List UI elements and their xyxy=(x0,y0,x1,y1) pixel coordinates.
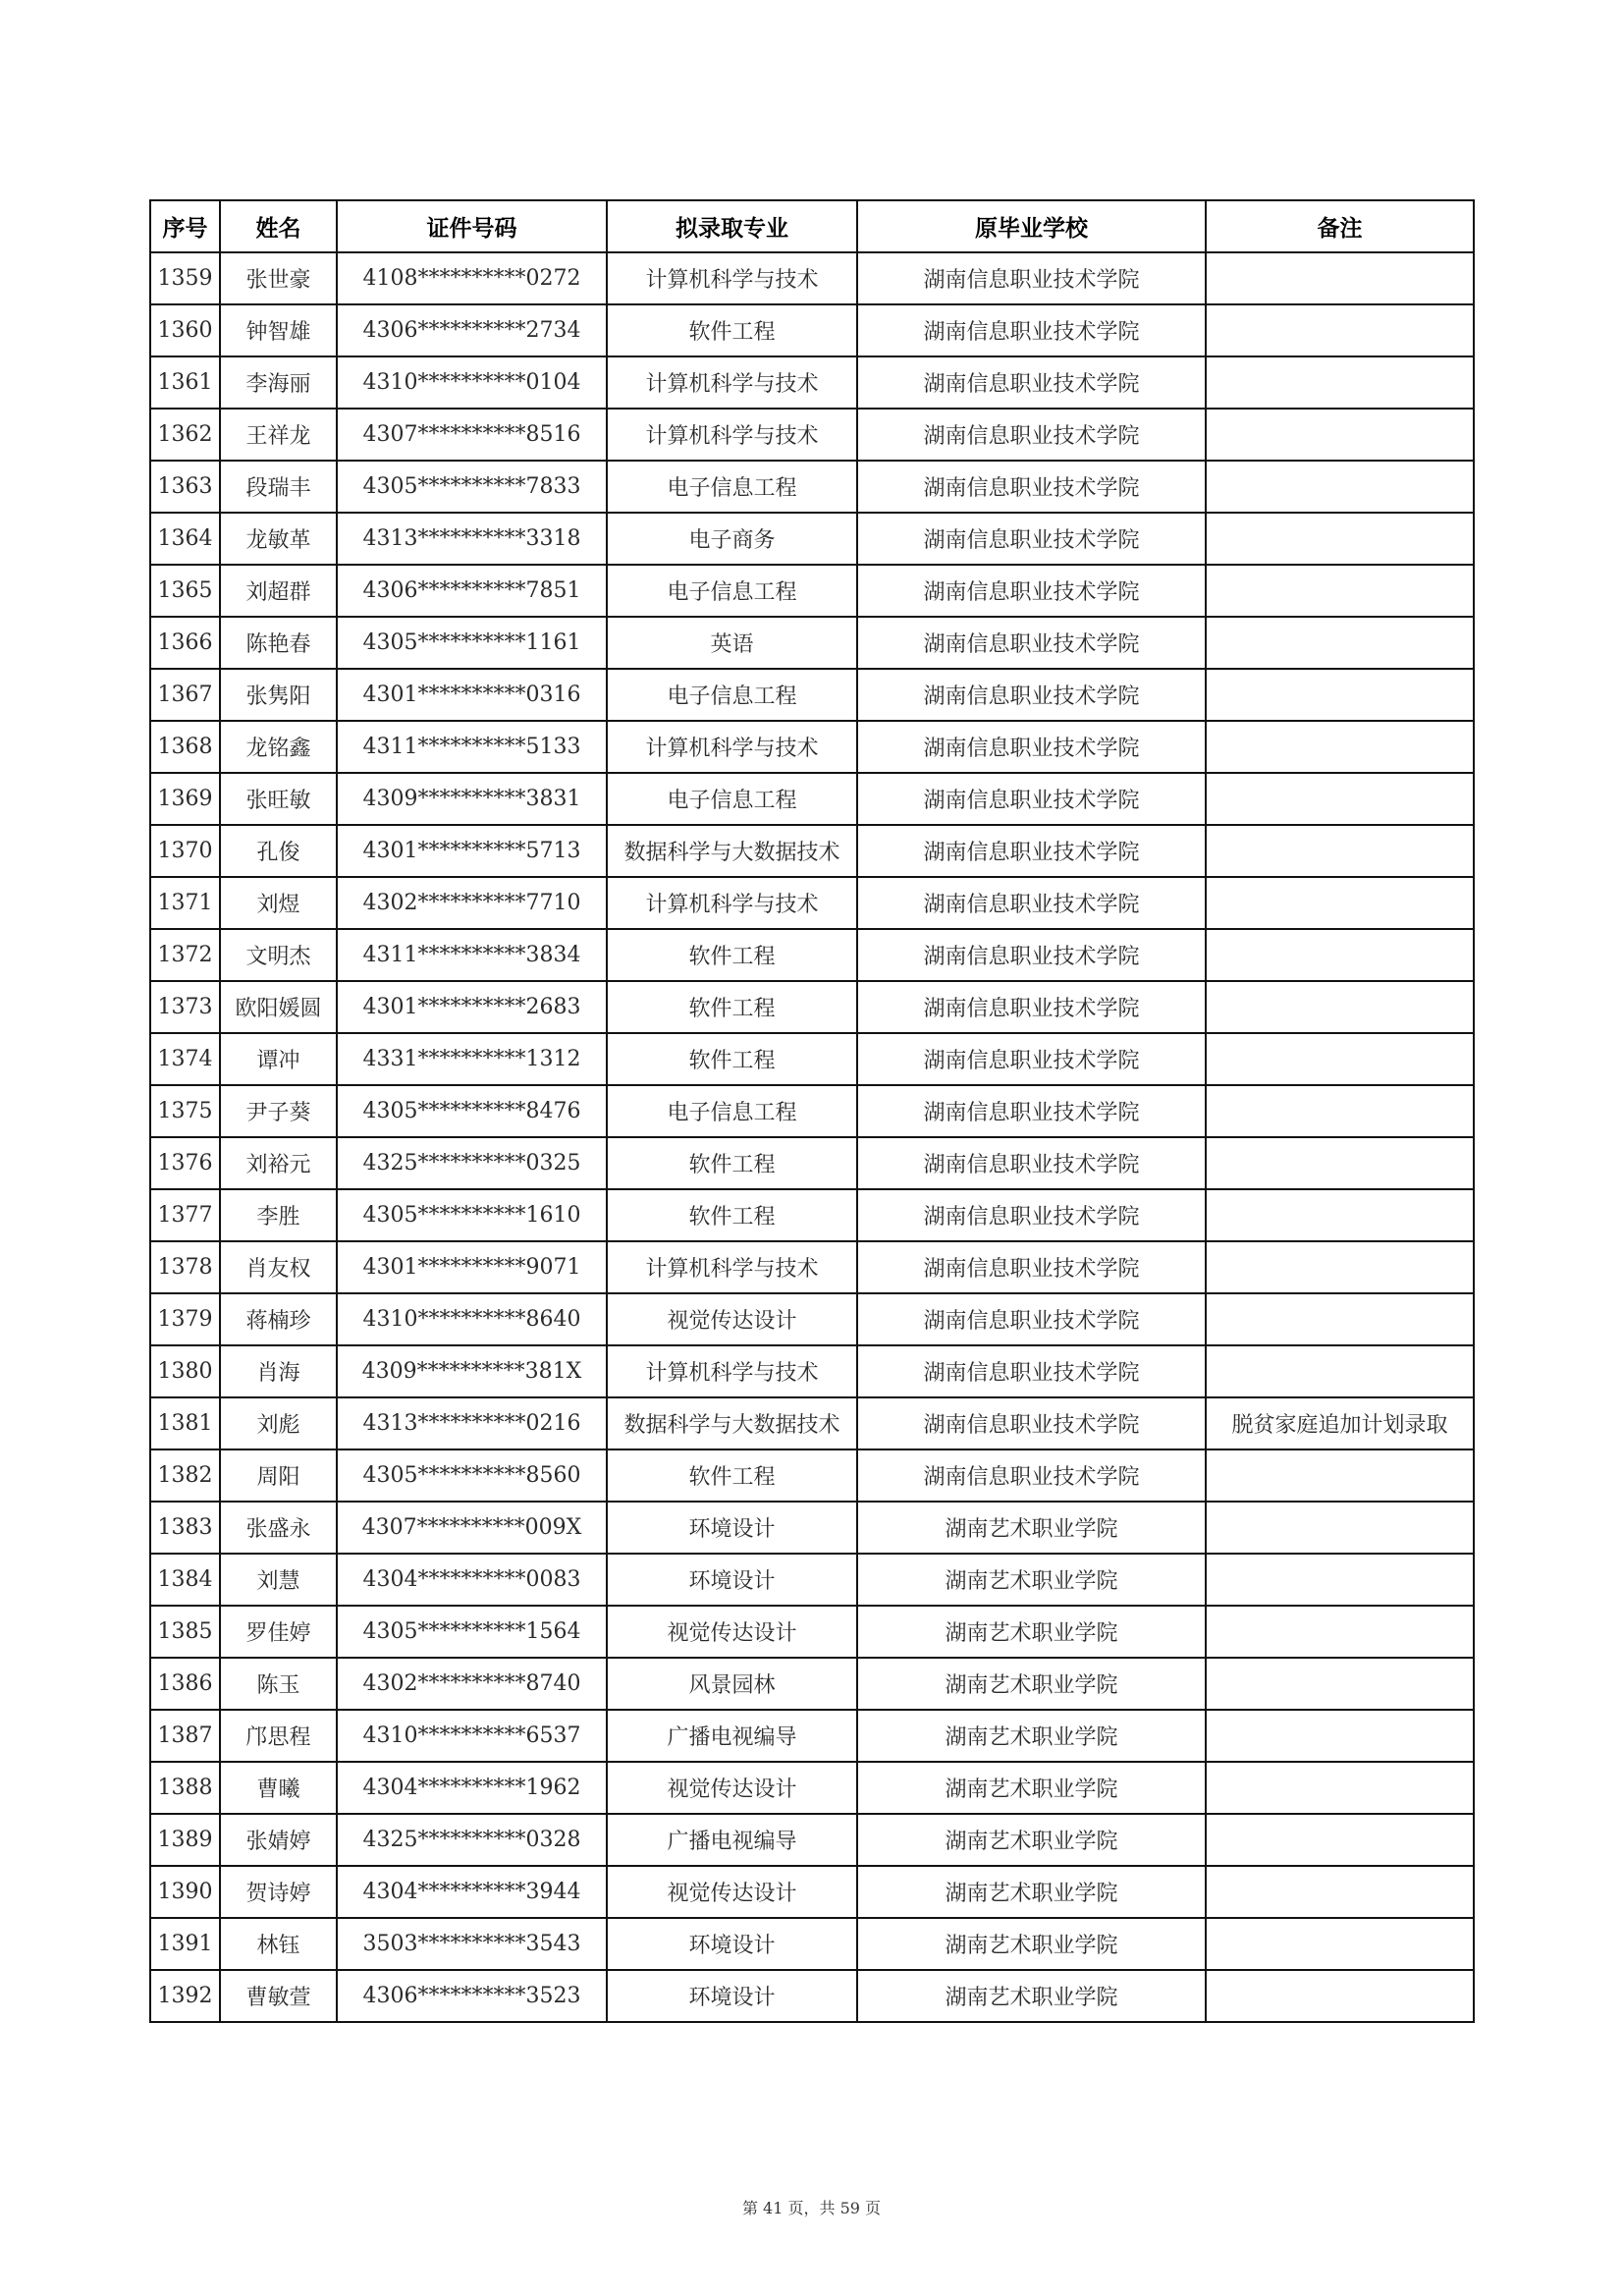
cell-serial: 1385 xyxy=(150,1606,220,1658)
cell-name: 邝思程 xyxy=(220,1710,337,1762)
cell-major: 广播电视编导 xyxy=(607,1814,857,1866)
cell-remarks xyxy=(1206,1918,1474,1970)
table-row xyxy=(150,461,1474,513)
cell-name: 刘超群 xyxy=(220,565,337,617)
cell-major: 环境设计 xyxy=(607,1918,857,1970)
cell-id-number: 4309**********381X xyxy=(337,1345,607,1397)
cell-name: 刘彪 xyxy=(220,1397,337,1449)
cell-id-number: 4306**********7851 xyxy=(337,565,607,617)
cell-name: 李胜 xyxy=(220,1189,337,1241)
cell-name: 肖友权 xyxy=(220,1241,337,1293)
cell-id-number: 3503**********3543 xyxy=(337,1918,607,1970)
cell-remarks xyxy=(1206,1762,1474,1814)
cell-school: 湖南信息职业技术学院 xyxy=(857,929,1206,981)
cell-school: 湖南艺术职业学院 xyxy=(857,1710,1206,1762)
table-row xyxy=(150,1241,1474,1293)
cell-major: 计算机科学与技术 xyxy=(607,721,857,773)
cell-school: 湖南信息职业技术学院 xyxy=(857,461,1206,513)
table-row xyxy=(150,356,1474,409)
table-row xyxy=(150,1449,1474,1502)
cell-id-number: 4305**********1161 xyxy=(337,617,607,669)
header-school: 原毕业学校 xyxy=(857,200,1206,252)
cell-major: 软件工程 xyxy=(607,1137,857,1189)
cell-serial: 1372 xyxy=(150,929,220,981)
cell-name: 钟智雄 xyxy=(220,304,337,356)
cell-name: 林钰 xyxy=(220,1918,337,1970)
cell-id-number: 4311**********5133 xyxy=(337,721,607,773)
cell-id-number: 4304**********3944 xyxy=(337,1866,607,1918)
table-row xyxy=(150,1345,1474,1397)
cell-remarks xyxy=(1206,1293,1474,1345)
cell-school: 湖南艺术职业学院 xyxy=(857,1918,1206,1970)
cell-name: 贺诗婷 xyxy=(220,1866,337,1918)
cell-serial: 1367 xyxy=(150,669,220,721)
cell-id-number: 4305**********8476 xyxy=(337,1085,607,1137)
cell-major: 风景园林 xyxy=(607,1658,857,1710)
cell-name: 张旺敏 xyxy=(220,773,337,825)
cell-school: 湖南信息职业技术学院 xyxy=(857,513,1206,565)
cell-remarks xyxy=(1206,877,1474,929)
table-row xyxy=(150,1606,1474,1658)
cell-id-number: 4305**********1564 xyxy=(337,1606,607,1658)
table-row xyxy=(150,1502,1474,1554)
cell-serial: 1369 xyxy=(150,773,220,825)
cell-major: 英语 xyxy=(607,617,857,669)
cell-name: 曹敏萱 xyxy=(220,1970,337,2022)
cell-major: 视觉传达设计 xyxy=(607,1762,857,1814)
table-row xyxy=(150,513,1474,565)
cell-school: 湖南信息职业技术学院 xyxy=(857,669,1206,721)
table-row xyxy=(150,1085,1474,1137)
cell-name: 欧阳媛圆 xyxy=(220,981,337,1033)
cell-remarks xyxy=(1206,1345,1474,1397)
cell-school: 湖南信息职业技术学院 xyxy=(857,617,1206,669)
cell-id-number: 4313**********3318 xyxy=(337,513,607,565)
cell-major: 电子商务 xyxy=(607,513,857,565)
cell-id-number: 4325**********0325 xyxy=(337,1137,607,1189)
cell-major: 电子信息工程 xyxy=(607,773,857,825)
cell-remarks xyxy=(1206,1710,1474,1762)
table-row xyxy=(150,1762,1474,1814)
table-row xyxy=(150,1918,1474,1970)
cell-serial: 1368 xyxy=(150,721,220,773)
cell-id-number: 4301**********9071 xyxy=(337,1241,607,1293)
table-row xyxy=(150,1293,1474,1345)
cell-major: 软件工程 xyxy=(607,1033,857,1085)
cell-school: 湖南信息职业技术学院 xyxy=(857,1241,1206,1293)
cell-serial: 1392 xyxy=(150,1970,220,2022)
cell-school: 湖南信息职业技术学院 xyxy=(857,1137,1206,1189)
cell-major: 计算机科学与技术 xyxy=(607,356,857,409)
cell-school: 湖南信息职业技术学院 xyxy=(857,409,1206,461)
table-row xyxy=(150,825,1474,877)
cell-id-number: 4305**********1610 xyxy=(337,1189,607,1241)
cell-major: 视觉传达设计 xyxy=(607,1606,857,1658)
cell-remarks xyxy=(1206,981,1474,1033)
page-number: 第 41 页，共 59 页 xyxy=(741,2199,882,2217)
cell-remarks: 脱贫家庭追加计划录取 xyxy=(1206,1397,1474,1449)
cell-id-number: 4307**********8516 xyxy=(337,409,607,461)
cell-remarks xyxy=(1206,1606,1474,1658)
cell-serial: 1384 xyxy=(150,1554,220,1606)
cell-remarks xyxy=(1206,1189,1474,1241)
cell-remarks xyxy=(1206,565,1474,617)
header-name: 姓名 xyxy=(220,200,337,252)
cell-school: 湖南信息职业技术学院 xyxy=(857,304,1206,356)
cell-major: 环境设计 xyxy=(607,1554,857,1606)
cell-remarks xyxy=(1206,1866,1474,1918)
cell-name: 罗佳婷 xyxy=(220,1606,337,1658)
admission-roster-table xyxy=(149,199,1475,2023)
cell-school: 湖南信息职业技术学院 xyxy=(857,773,1206,825)
cell-remarks xyxy=(1206,304,1474,356)
cell-remarks xyxy=(1206,669,1474,721)
cell-id-number: 4313**********0216 xyxy=(337,1397,607,1449)
cell-serial: 1374 xyxy=(150,1033,220,1085)
cell-remarks xyxy=(1206,1814,1474,1866)
cell-id-number: 4311**********3834 xyxy=(337,929,607,981)
table-row xyxy=(150,773,1474,825)
cell-remarks xyxy=(1206,1658,1474,1710)
table-row xyxy=(150,1189,1474,1241)
cell-id-number: 4301**********5713 xyxy=(337,825,607,877)
cell-school: 湖南信息职业技术学院 xyxy=(857,1189,1206,1241)
cell-remarks xyxy=(1206,1137,1474,1189)
cell-school: 湖南艺术职业学院 xyxy=(857,1762,1206,1814)
cell-name: 龙铭鑫 xyxy=(220,721,337,773)
cell-major: 环境设计 xyxy=(607,1970,857,2022)
cell-name: 文明杰 xyxy=(220,929,337,981)
cell-serial: 1371 xyxy=(150,877,220,929)
cell-serial: 1379 xyxy=(150,1293,220,1345)
cell-remarks xyxy=(1206,1970,1474,2022)
cell-remarks xyxy=(1206,409,1474,461)
cell-serial: 1382 xyxy=(150,1449,220,1502)
cell-school: 湖南信息职业技术学院 xyxy=(857,1085,1206,1137)
table-row xyxy=(150,877,1474,929)
cell-school: 湖南信息职业技术学院 xyxy=(857,877,1206,929)
cell-id-number: 4307**********009X xyxy=(337,1502,607,1554)
cell-id-number: 4302**********7710 xyxy=(337,877,607,929)
cell-id-number: 4302**********8740 xyxy=(337,1658,607,1710)
cell-school: 湖南信息职业技术学院 xyxy=(857,1293,1206,1345)
cell-name: 张盛永 xyxy=(220,1502,337,1554)
table-row xyxy=(150,981,1474,1033)
cell-id-number: 4331**********1312 xyxy=(337,1033,607,1085)
cell-id-number: 4304**********1962 xyxy=(337,1762,607,1814)
cell-school: 湖南信息职业技术学院 xyxy=(857,252,1206,304)
cell-major: 计算机科学与技术 xyxy=(607,1241,857,1293)
cell-name: 谭冲 xyxy=(220,1033,337,1085)
cell-name: 龙敏革 xyxy=(220,513,337,565)
cell-remarks xyxy=(1206,1554,1474,1606)
cell-serial: 1380 xyxy=(150,1345,220,1397)
table-row xyxy=(150,565,1474,617)
cell-name: 王祥龙 xyxy=(220,409,337,461)
cell-school: 湖南信息职业技术学院 xyxy=(857,1345,1206,1397)
cell-major: 计算机科学与技术 xyxy=(607,1345,857,1397)
table-row xyxy=(150,304,1474,356)
cell-remarks xyxy=(1206,617,1474,669)
table-row xyxy=(150,1658,1474,1710)
cell-serial: 1378 xyxy=(150,1241,220,1293)
cell-remarks xyxy=(1206,461,1474,513)
cell-serial: 1388 xyxy=(150,1762,220,1814)
cell-major: 计算机科学与技术 xyxy=(607,409,857,461)
cell-name: 陈玉 xyxy=(220,1658,337,1710)
cell-serial: 1376 xyxy=(150,1137,220,1189)
cell-remarks xyxy=(1206,1033,1474,1085)
table-row xyxy=(150,1814,1474,1866)
cell-remarks xyxy=(1206,1502,1474,1554)
cell-major: 环境设计 xyxy=(607,1502,857,1554)
cell-name: 段瑞丰 xyxy=(220,461,337,513)
cell-major: 数据科学与大数据技术 xyxy=(607,1397,857,1449)
cell-major: 电子信息工程 xyxy=(607,669,857,721)
cell-major: 软件工程 xyxy=(607,304,857,356)
cell-id-number: 4108**********0272 xyxy=(337,252,607,304)
table-row xyxy=(150,669,1474,721)
cell-remarks xyxy=(1206,513,1474,565)
cell-major: 视觉传达设计 xyxy=(607,1293,857,1345)
cell-id-number: 4309**********3831 xyxy=(337,773,607,825)
cell-serial: 1375 xyxy=(150,1085,220,1137)
table-row xyxy=(150,1033,1474,1085)
cell-school: 湖南信息职业技术学院 xyxy=(857,565,1206,617)
cell-serial: 1389 xyxy=(150,1814,220,1866)
table-row xyxy=(150,1397,1474,1449)
cell-serial: 1386 xyxy=(150,1658,220,1710)
cell-major: 软件工程 xyxy=(607,929,857,981)
cell-remarks xyxy=(1206,1085,1474,1137)
cell-id-number: 4306**********2734 xyxy=(337,304,607,356)
cell-school: 湖南信息职业技术学院 xyxy=(857,721,1206,773)
cell-serial: 1364 xyxy=(150,513,220,565)
cell-id-number: 4325**********0328 xyxy=(337,1814,607,1866)
cell-id-number: 4306**********3523 xyxy=(337,1970,607,2022)
cell-name: 张隽阳 xyxy=(220,669,337,721)
cell-serial: 1366 xyxy=(150,617,220,669)
cell-school: 湖南信息职业技术学院 xyxy=(857,1449,1206,1502)
cell-major: 电子信息工程 xyxy=(607,565,857,617)
cell-id-number: 4310**********6537 xyxy=(337,1710,607,1762)
cell-serial: 1383 xyxy=(150,1502,220,1554)
table-row xyxy=(150,721,1474,773)
cell-remarks xyxy=(1206,356,1474,409)
cell-id-number: 4310**********0104 xyxy=(337,356,607,409)
cell-id-number: 4304**********0083 xyxy=(337,1554,607,1606)
table-row xyxy=(150,1554,1474,1606)
cell-major: 软件工程 xyxy=(607,1449,857,1502)
cell-school: 湖南艺术职业学院 xyxy=(857,1970,1206,2022)
cell-name: 刘煜 xyxy=(220,877,337,929)
cell-serial: 1381 xyxy=(150,1397,220,1449)
cell-school: 湖南信息职业技术学院 xyxy=(857,1397,1206,1449)
cell-name: 李海丽 xyxy=(220,356,337,409)
cell-school: 湖南艺术职业学院 xyxy=(857,1554,1206,1606)
cell-serial: 1373 xyxy=(150,981,220,1033)
table-row xyxy=(150,1866,1474,1918)
cell-name: 张婧婷 xyxy=(220,1814,337,1866)
cell-name: 刘裕元 xyxy=(220,1137,337,1189)
cell-remarks xyxy=(1206,252,1474,304)
cell-remarks xyxy=(1206,1241,1474,1293)
cell-major: 广播电视编导 xyxy=(607,1710,857,1762)
table-row xyxy=(150,1710,1474,1762)
table-row xyxy=(150,252,1474,304)
cell-remarks xyxy=(1206,721,1474,773)
cell-remarks xyxy=(1206,825,1474,877)
cell-major: 数据科学与大数据技术 xyxy=(607,825,857,877)
cell-id-number: 4305**********8560 xyxy=(337,1449,607,1502)
table-row xyxy=(150,409,1474,461)
cell-school: 湖南信息职业技术学院 xyxy=(857,356,1206,409)
cell-name: 肖海 xyxy=(220,1345,337,1397)
cell-serial: 1365 xyxy=(150,565,220,617)
cell-serial: 1363 xyxy=(150,461,220,513)
cell-major: 视觉传达设计 xyxy=(607,1866,857,1918)
cell-id-number: 4301**********2683 xyxy=(337,981,607,1033)
cell-school: 湖南信息职业技术学院 xyxy=(857,1033,1206,1085)
cell-major: 软件工程 xyxy=(607,1189,857,1241)
header-serial: 序号 xyxy=(150,200,220,252)
cell-name: 陈艳春 xyxy=(220,617,337,669)
cell-major: 电子信息工程 xyxy=(607,1085,857,1137)
cell-name: 周阳 xyxy=(220,1449,337,1502)
cell-major: 电子信息工程 xyxy=(607,461,857,513)
cell-name: 孔俊 xyxy=(220,825,337,877)
cell-name: 刘慧 xyxy=(220,1554,337,1606)
cell-name: 曹曦 xyxy=(220,1762,337,1814)
cell-major: 软件工程 xyxy=(607,981,857,1033)
cell-id-number: 4301**********0316 xyxy=(337,669,607,721)
cell-serial: 1359 xyxy=(150,252,220,304)
cell-school: 湖南信息职业技术学院 xyxy=(857,981,1206,1033)
cell-serial: 1387 xyxy=(150,1710,220,1762)
cell-remarks xyxy=(1206,773,1474,825)
table-header-row xyxy=(150,200,1474,252)
cell-school: 湖南艺术职业学院 xyxy=(857,1502,1206,1554)
table-row xyxy=(150,929,1474,981)
cell-serial: 1360 xyxy=(150,304,220,356)
cell-id-number: 4310**********8640 xyxy=(337,1293,607,1345)
cell-major: 计算机科学与技术 xyxy=(607,252,857,304)
table-row xyxy=(150,1137,1474,1189)
cell-remarks xyxy=(1206,1449,1474,1502)
cell-serial: 1390 xyxy=(150,1866,220,1918)
cell-school: 湖南艺术职业学院 xyxy=(857,1606,1206,1658)
header-major: 拟录取专业 xyxy=(607,200,857,252)
cell-school: 湖南信息职业技术学院 xyxy=(857,825,1206,877)
cell-serial: 1361 xyxy=(150,356,220,409)
cell-school: 湖南艺术职业学院 xyxy=(857,1866,1206,1918)
table-row xyxy=(150,617,1474,669)
cell-name: 蒋楠珍 xyxy=(220,1293,337,1345)
table-body xyxy=(150,252,1474,2022)
cell-name: 张世豪 xyxy=(220,252,337,304)
cell-serial: 1391 xyxy=(150,1918,220,1970)
header-id-number: 证件号码 xyxy=(337,200,607,252)
cell-serial: 1362 xyxy=(150,409,220,461)
cell-major: 计算机科学与技术 xyxy=(607,877,857,929)
header-remarks: 备注 xyxy=(1206,200,1474,252)
table-row xyxy=(150,1970,1474,2022)
cell-serial: 1370 xyxy=(150,825,220,877)
cell-name: 尹子葵 xyxy=(220,1085,337,1137)
cell-school: 湖南艺术职业学院 xyxy=(857,1814,1206,1866)
cell-remarks xyxy=(1206,929,1474,981)
cell-school: 湖南艺术职业学院 xyxy=(857,1658,1206,1710)
cell-id-number: 4305**********7833 xyxy=(337,461,607,513)
cell-serial: 1377 xyxy=(150,1189,220,1241)
